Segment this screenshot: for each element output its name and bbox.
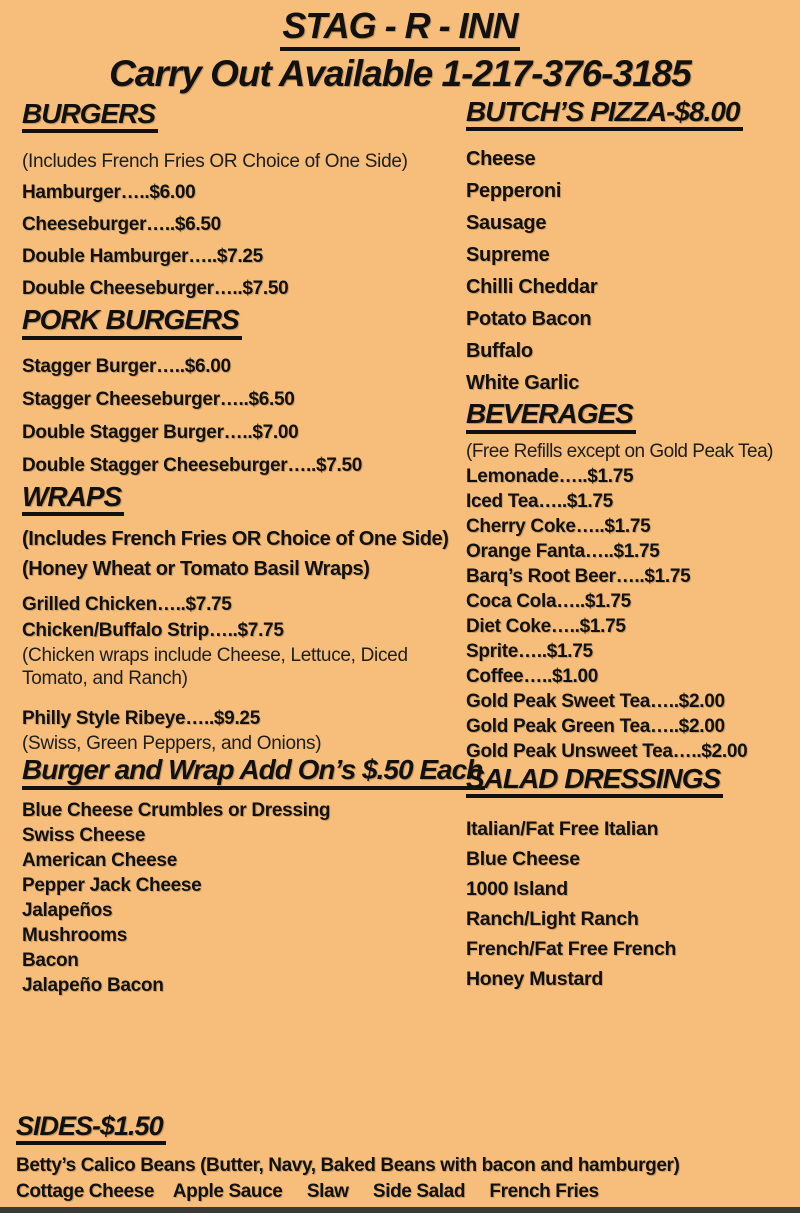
add-ons-section-title: Burger and Wrap Add On’s $.50 Each	[22, 755, 485, 789]
pork-burgers-section-title: PORK BURGERS	[22, 305, 242, 339]
beverage-barqs-root-beer: Barq’s Root Beer…..$1.75	[466, 565, 691, 587]
pizza-potato-bacon: Potato Bacon	[466, 308, 592, 331]
menu-item-double-cheeseburger: Double Cheeseburger…..$7.50	[22, 278, 289, 300]
dressing-1000-island: 1000 Island	[466, 878, 568, 901]
right-column	[466, 97, 796, 994]
sides-section-title: SIDES-$1.50	[16, 1112, 166, 1145]
add-on-jalapeno-bacon: Jalapeño Bacon	[22, 974, 164, 996]
beverage-gold-peak-unsweet: Gold Peak Unsweet Tea…..$2.00	[466, 740, 748, 762]
beverage-gold-peak-sweet: Gold Peak Sweet Tea…..$2.00	[466, 690, 725, 712]
burgers-section-title: BURGERS	[22, 99, 158, 133]
wraps-note-wrap-types: (Honey Wheat or Tomato Basil Wraps)	[22, 558, 370, 581]
beverage-iced-tea: Iced Tea…..$1.75	[466, 490, 613, 512]
add-on-mushrooms: Mushrooms	[22, 924, 127, 946]
pizza-section-title: BUTCH’S PIZZA-$8.00	[466, 97, 743, 131]
pizza-sausage: Sausage	[466, 212, 547, 235]
carry-out-phone: Carry Out Available 1-217-376-3185	[109, 52, 691, 94]
beverage-diet-coke: Diet Coke…..$1.75	[466, 615, 626, 637]
beverage-coffee: Coffee…..$1.00	[466, 665, 599, 687]
dressing-ranch: Ranch/Light Ranch	[466, 908, 639, 931]
sides-section	[16, 1112, 796, 1205]
pizza-supreme: Supreme	[466, 244, 550, 267]
menu-item-philly-ribeye: Philly Style Ribeye…..$9.25	[22, 708, 260, 730]
beverages-section-title: BEVERAGES	[466, 399, 636, 433]
dressing-blue-cheese: Blue Cheese	[466, 848, 580, 871]
pizza-white-garlic: White Garlic	[466, 372, 580, 395]
dressing-italian: Italian/Fat Free Italian	[466, 818, 659, 841]
pizza-cheese: Cheese	[466, 148, 536, 171]
menu-item-chicken-buffalo-strip: Chicken/Buffalo Strip…..$7.75	[22, 620, 284, 642]
beverage-gold-peak-green: Gold Peak Green Tea…..$2.00	[466, 715, 725, 737]
wraps-section-title: WRAPS	[22, 482, 124, 516]
menu-item-double-hamburger: Double Hamburger…..$7.25	[22, 246, 263, 268]
beverage-orange-fanta: Orange Fanta…..$1.75	[466, 540, 660, 562]
pizza-pepperoni: Pepperoni	[466, 180, 562, 203]
add-on-pepper-jack: Pepper Jack Cheese	[22, 874, 202, 896]
add-on-swiss-cheese: Swiss Cheese	[22, 824, 146, 846]
dressing-french: French/Fat Free French	[466, 938, 677, 961]
pizza-chilli-cheddar: Chilli Cheddar	[466, 276, 598, 299]
beverage-sprite: Sprite…..$1.75	[466, 640, 593, 662]
beverage-lemonade: Lemonade…..$1.75	[466, 465, 634, 487]
pizza-buffalo: Buffalo	[466, 340, 533, 363]
left-column	[22, 98, 483, 998]
restaurant-name: STAG - R - INN	[280, 6, 519, 51]
dressing-honey-mustard: Honey Mustard	[466, 968, 603, 991]
beverage-coca-cola: Coca Cola…..$1.75	[466, 590, 631, 612]
menu-item-double-stagger-burger: Double Stagger Burger…..$7.00	[22, 421, 299, 443]
menu-item-stagger-cheeseburger: Stagger Cheeseburger…..$6.50	[22, 388, 295, 410]
menu-item-hamburger: Hamburger…..$6.00	[22, 182, 196, 204]
menu-item-stagger-burger: Stagger Burger…..$6.00	[22, 355, 231, 377]
wraps-note-sides: (Includes French Fries OR Choice of One Side)	[22, 528, 449, 551]
sides-list-line: Cottage Cheese Apple Sauce Slaw Side Salad French Fries	[16, 1181, 599, 1203]
menu-header	[0, 6, 800, 95]
philly-note: (Swiss, Green Peppers, and Onions)	[22, 733, 322, 755]
burgers-note: (Includes French Fries OR Choice of One Side)	[22, 151, 408, 173]
add-on-blue-cheese: Blue Cheese Crumbles or Dressing	[22, 799, 331, 821]
add-on-jalapenos: Jalapeños	[22, 899, 113, 921]
chicken-wrap-note-line2: Tomato, and Ranch)	[22, 668, 188, 690]
salad-dressings-section-title: SALAD DRESSINGS	[466, 764, 723, 798]
sides-beans-line: Betty’s Calico Beans (Butter, Navy, Baked Beans with bacon and hamburger)	[16, 1155, 680, 1177]
menu-item-cheeseburger: Cheeseburger…..$6.50	[22, 214, 221, 236]
beverages-note: (Free Refills except on Gold Peak Tea)	[466, 440, 773, 462]
add-on-bacon: Bacon	[22, 949, 79, 971]
menu-item-grilled-chicken: Grilled Chicken…..$7.75	[22, 594, 232, 616]
chicken-wrap-note-line1: (Chicken wraps include Cheese, Lettuce, Diced	[22, 645, 408, 667]
add-on-american-cheese: American Cheese	[22, 849, 177, 871]
bottom-edge-bar	[0, 1207, 800, 1213]
menu-item-double-stagger-cheeseburger: Double Stagger Cheeseburger…..$7.50	[22, 454, 363, 476]
beverage-cherry-coke: Cherry Coke…..$1.75	[466, 515, 651, 537]
